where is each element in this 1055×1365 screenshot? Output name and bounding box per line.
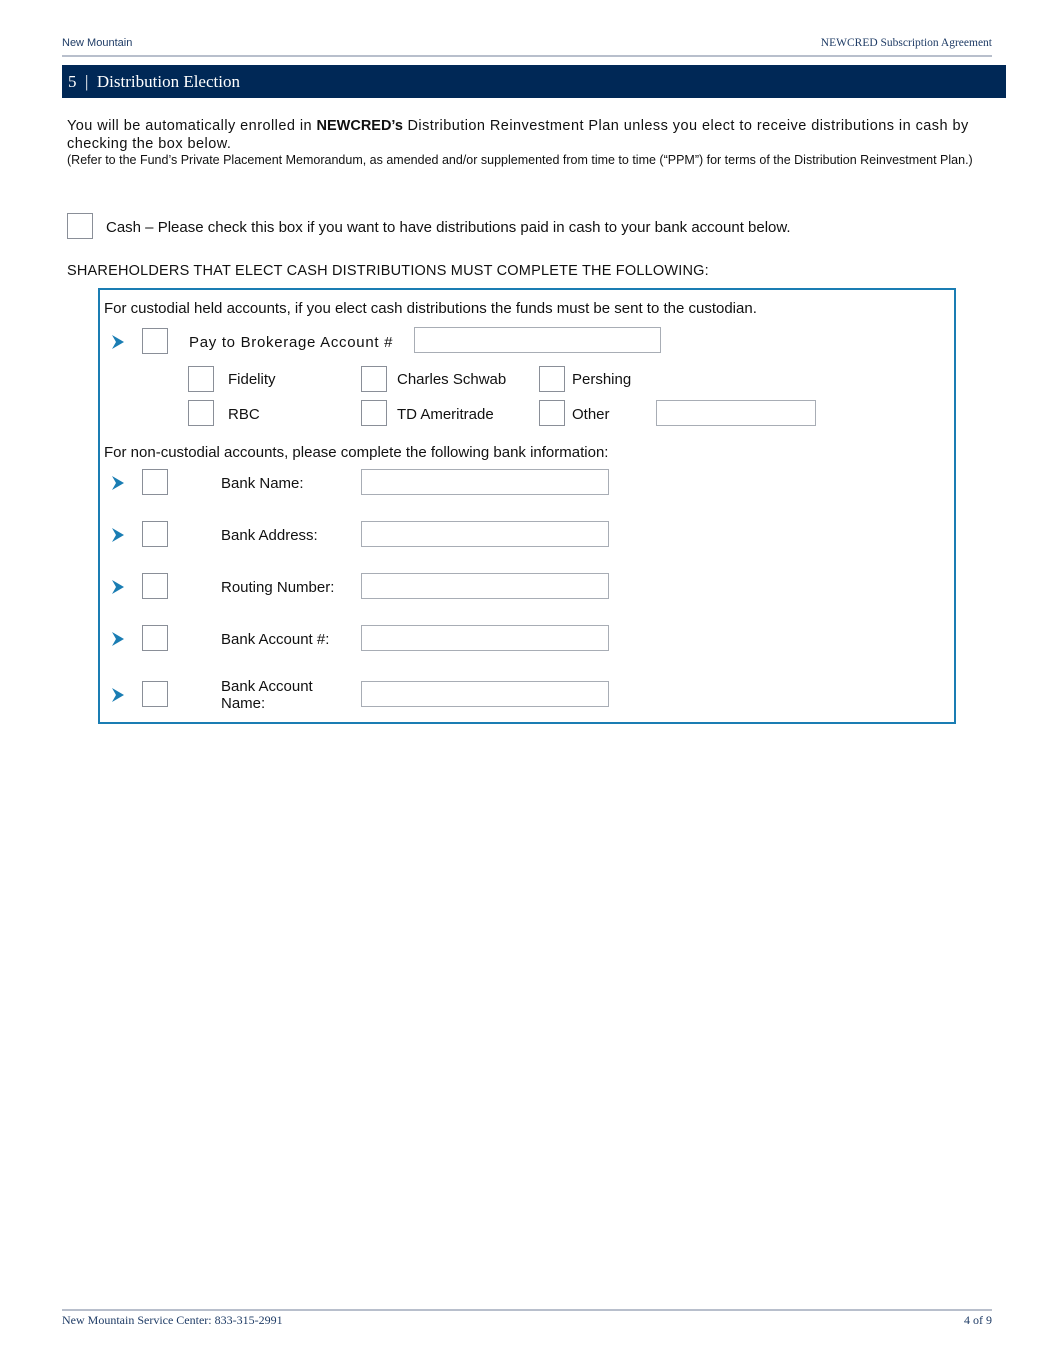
cash-distribution-panel [98,288,956,724]
shareholders-heading: SHAREHOLDERS THAT ELECT CASH DISTRIBUTIONS MUST COMPLETE THE FOLLOWING: [67,263,709,279]
brokerage-account-input[interactable] [414,327,661,353]
section-title-bar [62,65,1006,98]
header-document-title: NEWCRED Subscription Agreement [820,37,992,49]
charles-schwab-label: Charles Schwab [397,371,507,388]
bank-name-label: Bank Name: [221,475,304,492]
td-ameritrade-label: TD Ameritrade [397,406,494,423]
routing-number-label: Routing Number: [221,579,335,596]
bank-address-input[interactable] [361,521,609,547]
bank-account-name-input[interactable] [361,681,609,707]
bank-account-number-checkbox[interactable] [142,625,168,651]
header-company: New Mountain [62,37,133,49]
bank-account-name-checkbox[interactable] [142,681,168,707]
bank-account-number-label: Bank Account #: [221,631,330,648]
td-ameritrade-checkbox[interactable] [361,400,387,426]
pershing-label: Pershing [572,371,632,388]
chevron-right-icon [111,632,125,646]
chevron-right-icon [111,476,125,490]
fund-name: NEWCRED’s [316,118,403,134]
footer-divider [62,1309,992,1311]
other-checkbox[interactable] [539,400,565,426]
section-title: Distribution Election [96,72,240,91]
chevron-right-icon [111,688,125,702]
custodial-intro: For custodial held accounts, if you elect cash distributions the funds must be sent to the custodian. [104,300,757,317]
bank-account-number-input[interactable] [361,625,609,651]
bank-address-checkbox[interactable] [142,521,168,547]
bank-address-label: Bank Address: [221,527,318,544]
brokerage-account-label: Pay to Brokerage Account # [189,334,394,351]
fidelity-label: Fidelity [228,371,276,388]
chevron-right-icon [111,580,125,594]
fidelity-checkbox[interactable] [188,366,214,392]
non-custodial-intro: For non-custodial accounts, please complete the following bank information: [104,444,609,461]
cash-checkbox-label: Cash – Please check this box if you want to have distributions paid in cash to your bank account below. [106,219,791,236]
brokerage-account-checkbox[interactable] [142,328,168,354]
charles-schwab-checkbox[interactable] [361,366,387,392]
routing-number-checkbox[interactable] [142,573,168,599]
ppm-reference-note: (Refer to the Fund’s Private Placement Memorandum, as amended and/or supplemented from time to time (“PPM”) for terms of the Distribution Reinvestment Plan.) [67,153,973,167]
other-custodian-input[interactable] [656,400,816,426]
cash-checkbox[interactable] [67,213,93,239]
bank-name-checkbox[interactable] [142,469,168,495]
header-divider [62,55,992,57]
routing-number-input[interactable] [361,573,609,599]
rbc-checkbox[interactable] [188,400,214,426]
service-center-contact: New Mountain Service Center: 833-315-2991 [62,1313,283,1327]
section-number: 5 [68,72,77,91]
chevron-right-icon [111,335,125,349]
enrollment-notice: You will be automatically enrolled in NEWCRED’s Distribution Reinvestment Plan unless you elect to receive distributions in cash by checking the box below. [67,118,969,152]
bank-account-name-label: Bank Account Name: [221,678,313,712]
rbc-label: RBC [228,406,260,423]
other-label: Other [572,406,610,423]
chevron-right-icon [111,528,125,542]
page-header [62,37,992,57]
pershing-checkbox[interactable] [539,366,565,392]
bank-name-input[interactable] [361,469,609,495]
section-separator: | [85,72,89,91]
page-number: 4 of 9 [964,1313,992,1327]
